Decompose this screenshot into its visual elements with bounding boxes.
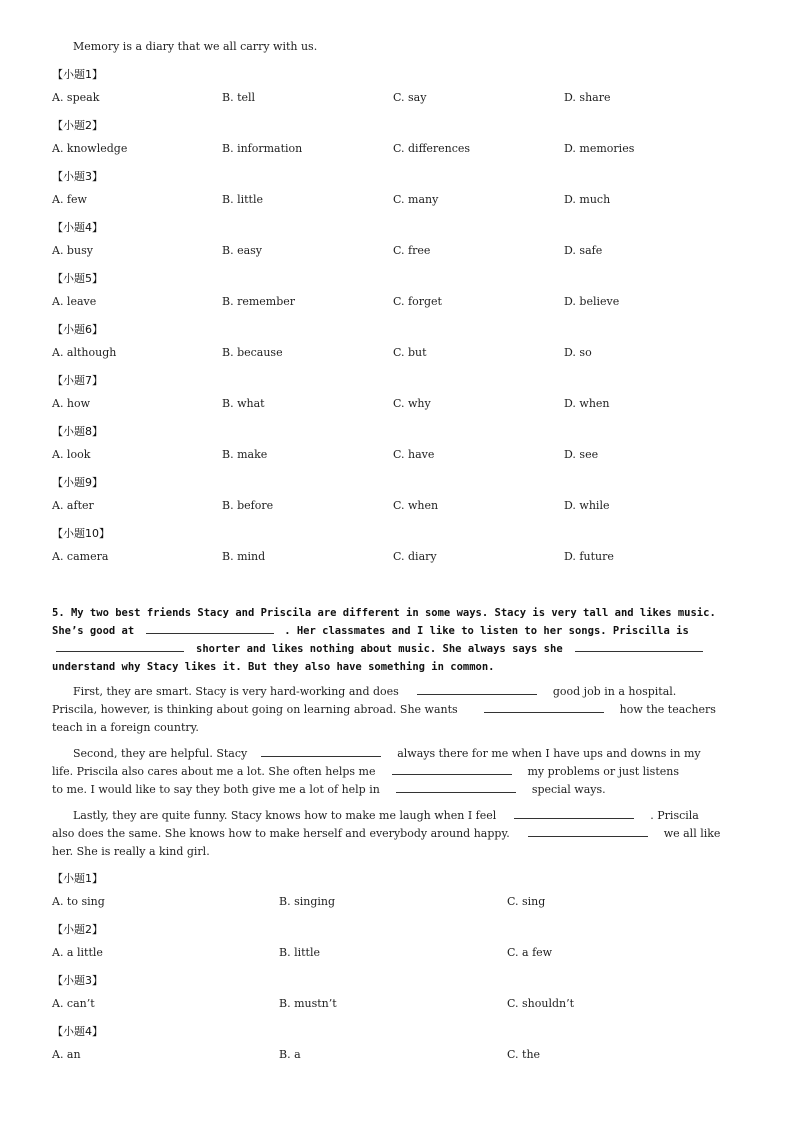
answer-option[interactable]: C. differences <box>393 142 471 155</box>
answer-option[interactable]: D. see <box>564 448 599 461</box>
answer-option[interactable]: C. shouldn’t <box>507 997 575 1010</box>
answer-option[interactable]: B. make <box>222 448 268 461</box>
q5-line-1: 5. My two best friends Stacy and Priscila are different in some ways. Stacy is very tall and likes music. <box>52 607 716 619</box>
answer-option[interactable]: A. speak <box>52 91 100 104</box>
answer-blank[interactable] <box>392 763 512 775</box>
q4-subquestion-label: 【小题1】 <box>52 68 103 81</box>
answer-option[interactable]: B. a <box>279 1048 301 1061</box>
answer-option[interactable]: B. singing <box>279 895 336 908</box>
intro-line: Memory is a diary that we all carry with us. <box>73 40 318 53</box>
q4-subquestion-label: 【小题10】 <box>52 527 110 540</box>
answer-option[interactable]: B. before <box>222 499 274 512</box>
answer-option[interactable]: C. the <box>507 1048 541 1061</box>
answer-option[interactable]: D. future <box>564 550 614 563</box>
answer-option[interactable]: C. why <box>393 397 431 410</box>
answer-blank[interactable] <box>146 622 274 634</box>
q5-subquestion-label: 【小题4】 <box>52 1025 103 1038</box>
answer-option[interactable]: B. tell <box>222 91 256 104</box>
q5-line-2: She’s good at . Her classmates and I like to listen to her songs. Priscilla is <box>52 622 744 640</box>
answer-option[interactable]: C. a few <box>507 946 553 959</box>
answer-blank[interactable] <box>261 745 381 757</box>
answer-option[interactable]: A. leave <box>52 295 97 308</box>
q4-subquestion-label: 【小题9】 <box>52 476 103 489</box>
answer-option[interactable]: D. believe <box>564 295 620 308</box>
answer-option[interactable]: B. little <box>279 946 320 959</box>
answer-option[interactable]: B. because <box>222 346 283 359</box>
q5-paragraph-2: Second, they are helpful. Stacy always there for me when I have ups and downs in my life. Priscila also cares about me a lot. She often helps me my problems or just listens to me. I would like to say they both give me a lot of help in special ways. <box>52 747 701 796</box>
q5-subquestion-label: 【小题3】 <box>52 974 103 987</box>
answer-option[interactable]: A. after <box>52 499 94 512</box>
q4-subquestion-label: 【小题3】 <box>52 170 103 183</box>
answer-option[interactable]: A. can’t <box>52 997 95 1010</box>
answer-option[interactable]: A. a little <box>52 946 103 959</box>
answer-option[interactable]: B. information <box>222 142 303 155</box>
q4-subquestion-label: 【小题4】 <box>52 221 103 234</box>
q5-line-3: shorter and likes nothing about music. She always says she <box>52 640 744 658</box>
answer-blank[interactable] <box>56 640 184 652</box>
answer-option[interactable]: A. although <box>52 346 117 359</box>
answer-option[interactable]: C. many <box>393 193 439 206</box>
answer-option[interactable]: A. how <box>52 397 91 410</box>
answer-option[interactable]: A. an <box>52 1048 81 1061</box>
answer-option[interactable]: D. much <box>564 193 611 206</box>
answer-option[interactable]: D. safe <box>564 244 603 257</box>
answer-option[interactable]: D. while <box>564 499 610 512</box>
answer-blank[interactable] <box>396 781 516 793</box>
answer-option[interactable]: D. share <box>564 91 611 104</box>
answer-option[interactable]: C. but <box>393 346 427 359</box>
q5-intro-passage <box>52 604 744 676</box>
answer-option[interactable]: D. memories <box>564 142 635 155</box>
answer-option[interactable]: C. have <box>393 448 435 461</box>
answer-option[interactable]: A. camera <box>52 550 109 563</box>
answer-option[interactable]: A. few <box>52 193 87 206</box>
answer-option[interactable]: A. busy <box>52 244 93 257</box>
answer-blank[interactable] <box>575 640 703 652</box>
q4-subquestion-label: 【小题6】 <box>52 323 103 336</box>
q4-subquestion-label: 【小题7】 <box>52 374 103 387</box>
q5-line-4: understand why Stacy likes it. But they also have something in common. <box>52 661 495 673</box>
answer-option[interactable]: A. to sing <box>52 895 105 908</box>
q5-subquestion-label: 【小题1】 <box>52 872 103 885</box>
q5-paragraph-3: Lastly, they are quite funny. Stacy knows how to make me laugh when I feel . Priscila also does the same. She knows how to make herself and everybody around happy. we all like her. She is really a kind girl. <box>52 809 721 858</box>
q4-subquestion-label: 【小题5】 <box>52 272 103 285</box>
q4-subquestion-label: 【小题2】 <box>52 119 103 132</box>
answer-option[interactable]: D. so <box>564 346 592 359</box>
answer-option[interactable]: A. knowledge <box>52 142 128 155</box>
answer-blank[interactable] <box>514 807 634 819</box>
answer-option[interactable]: C. forget <box>393 295 442 308</box>
answer-option[interactable]: C. say <box>393 91 427 104</box>
answer-option[interactable]: B. little <box>222 193 263 206</box>
answer-blank[interactable] <box>484 701 604 713</box>
answer-option[interactable]: B. remember <box>222 295 296 308</box>
answer-option[interactable]: B. what <box>222 397 265 410</box>
q5-paragraph-1: First, they are smart. Stacy is very hard-working and does good job in a hospital. Priscila, however, is thinking about going on learning abroad. She wants how the teachers teach in a foreign country. <box>52 685 716 734</box>
answer-option[interactable]: B. mind <box>222 550 266 563</box>
answer-option[interactable]: B. easy <box>222 244 263 257</box>
answer-option[interactable]: C. free <box>393 244 431 257</box>
q5-subquestion-label: 【小题2】 <box>52 923 103 936</box>
answer-option[interactable]: D. when <box>564 397 610 410</box>
answer-option[interactable]: C. when <box>393 499 439 512</box>
answer-option[interactable]: C. sing <box>507 895 546 908</box>
answer-option[interactable]: B. mustn’t <box>279 997 337 1010</box>
answer-blank[interactable] <box>417 683 537 695</box>
answer-option[interactable]: C. diary <box>393 550 437 563</box>
q4-subquestion-label: 【小题8】 <box>52 425 103 438</box>
answer-blank[interactable] <box>528 825 648 837</box>
answer-option[interactable]: A. look <box>52 448 91 461</box>
